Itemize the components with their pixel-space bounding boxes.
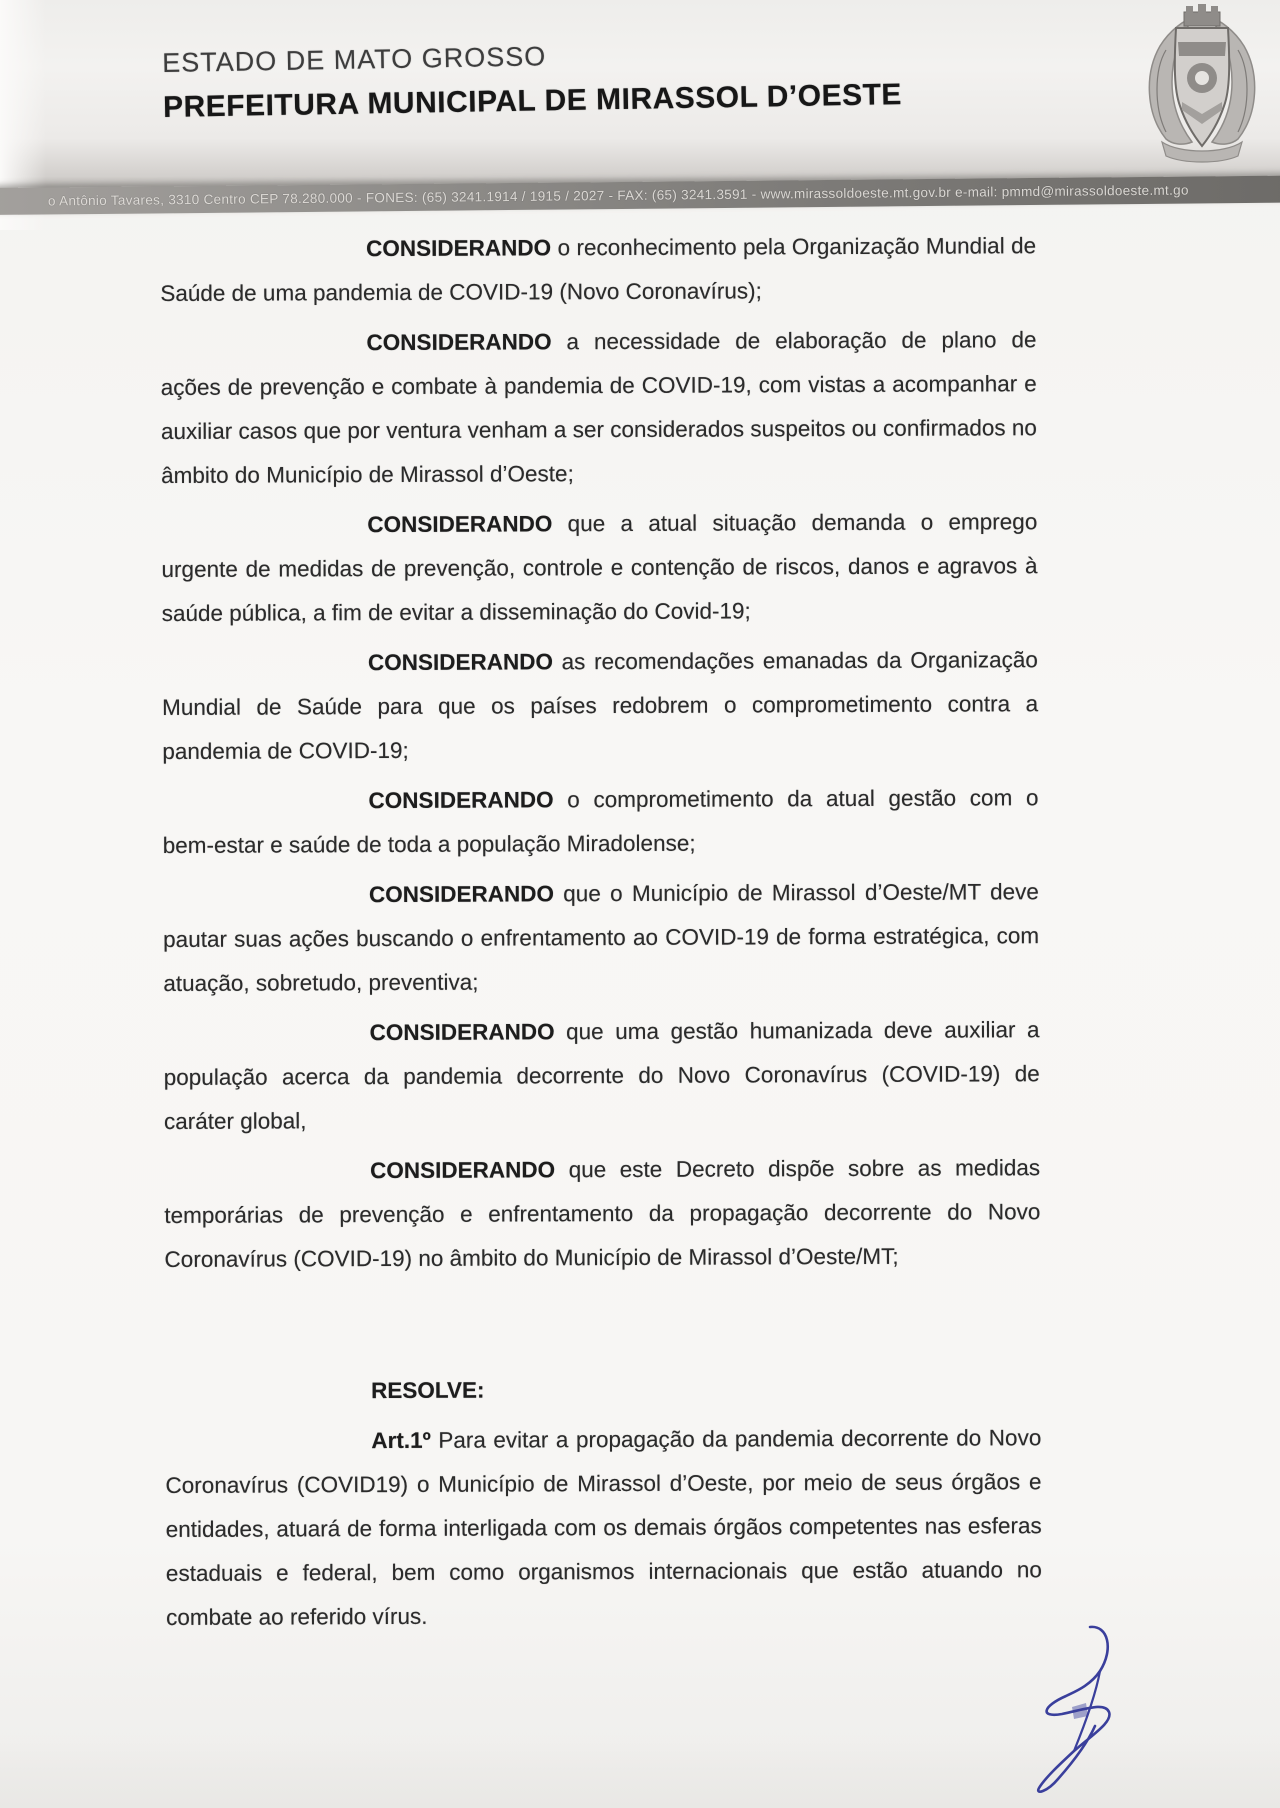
paragraph-text: o reconhecimento pela Organização Mundial de Saúde de uma pandemia de COVID-19 (Novo Coronavírus);: [160, 233, 1037, 306]
municipality-title: PREFEITURA MUNICIPAL DE MIRASSOL D’OESTE: [162, 78, 903, 124]
considerando-paragraph: [164, 1146, 1041, 1282]
article-lead: Art.1º: [371, 1427, 431, 1454]
decree-body: [160, 218, 1042, 1646]
paragraph-lead: CONSIDERANDO: [367, 649, 553, 676]
paragraph-lead: CONSIDERANDO: [367, 511, 553, 538]
article-text: Para evitar a propagação da pandemia decorrente do Novo Coronavírus (COVID19) o Município de Mirassol d’Oeste, por meio de seus órgãos e entidades, atuará de forma interligada com os demais órgãos competentes nas esferas estaduais e federal, bem como organismos internacionais que estão atuando no combate ao referido vírus.: [165, 1425, 1042, 1630]
considerando-paragraph: [162, 776, 1038, 868]
considerando-paragraph: [162, 638, 1039, 774]
paragraph-lead: CONSIDERANDO: [369, 1019, 555, 1046]
municipal-coat-of-arms-icon: [1136, 4, 1268, 166]
paragraph-lead: CONSIDERANDO: [370, 1157, 556, 1184]
considerando-paragraph: [163, 1008, 1040, 1144]
resolve-heading: RESOLVE:: [371, 1377, 485, 1404]
considerando-paragraph: [163, 870, 1040, 1006]
paragraph-text: a necessidade de elaboração de plano de ações de prevenção e combate à pandemia de COVID-19, com vistas a acompanhar e auxiliar casos que por ventura venham a ser considerados suspeitos ou confirmados no âmbito do Município de Mirassol d’Oeste;: [160, 327, 1037, 488]
paragraph-text: que o Município de Mirassol d’Oeste/MT deve pautar suas ações buscando o enfrentamento ao COVID-19 de forma estratégica, com atuação, sobretudo, preventiva;: [163, 879, 1040, 996]
article-1-paragraph: [165, 1416, 1042, 1640]
signature-rubric: [1028, 1618, 1148, 1798]
paragraph-text: que a atual situação demanda o emprego urgente de medidas de prevenção, controle e contenção de riscos, danos e agravos à saúde pública, a fim de evitar a disseminação do Covid-19;: [161, 509, 1038, 626]
considerando-paragraph: [161, 500, 1038, 636]
letterhead: [162, 35, 902, 125]
paragraph-text: as recomendações emanadas da Organização Mundial de Saúde para que os países redobrem o comprometimento contra a pandemia de COVID-19;: [162, 647, 1039, 764]
paragraph-text: que este Decreto dispõe sobre as medidas temporárias de prevenção e enfrentamento da propagação decorrente do Novo Coronavírus (COVID-19) no âmbito do Município de Mirassol d’Oeste/MT;: [164, 1155, 1041, 1272]
state-title: ESTADO DE MATO GROSSO: [162, 41, 547, 78]
paragraph-lead: CONSIDERANDO: [368, 881, 555, 908]
paragraph-text: o comprometimento da atual gestão com o bem-estar e saúde de toda a população Miradolense;: [162, 785, 1039, 858]
considerando-paragraph: [160, 318, 1037, 498]
paragraph-lead: CONSIDERANDO: [366, 329, 552, 356]
address-bar-text: o Antônio Tavares, 3310 Centro CEP 78.280.000 - FONES: (65) 3241.1914 / 1915 / 2027 - FAX: (65) 3241.3591 - www.mirassoldoeste.mt.gov.br e-mail: pmmd@mirassoldoeste.mt.go: [47, 182, 1189, 209]
paragraph-text: que uma gestão humanizada deve auxiliar a população acerca da pandemia decorrente do Novo Coronavírus (COVID-19) de caráter global,: [163, 1017, 1040, 1134]
paragraph-lead: CONSIDERANDO: [366, 235, 552, 262]
paragraph-lead: CONSIDERANDO: [368, 787, 554, 814]
considerando-paragraph: [160, 224, 1036, 316]
